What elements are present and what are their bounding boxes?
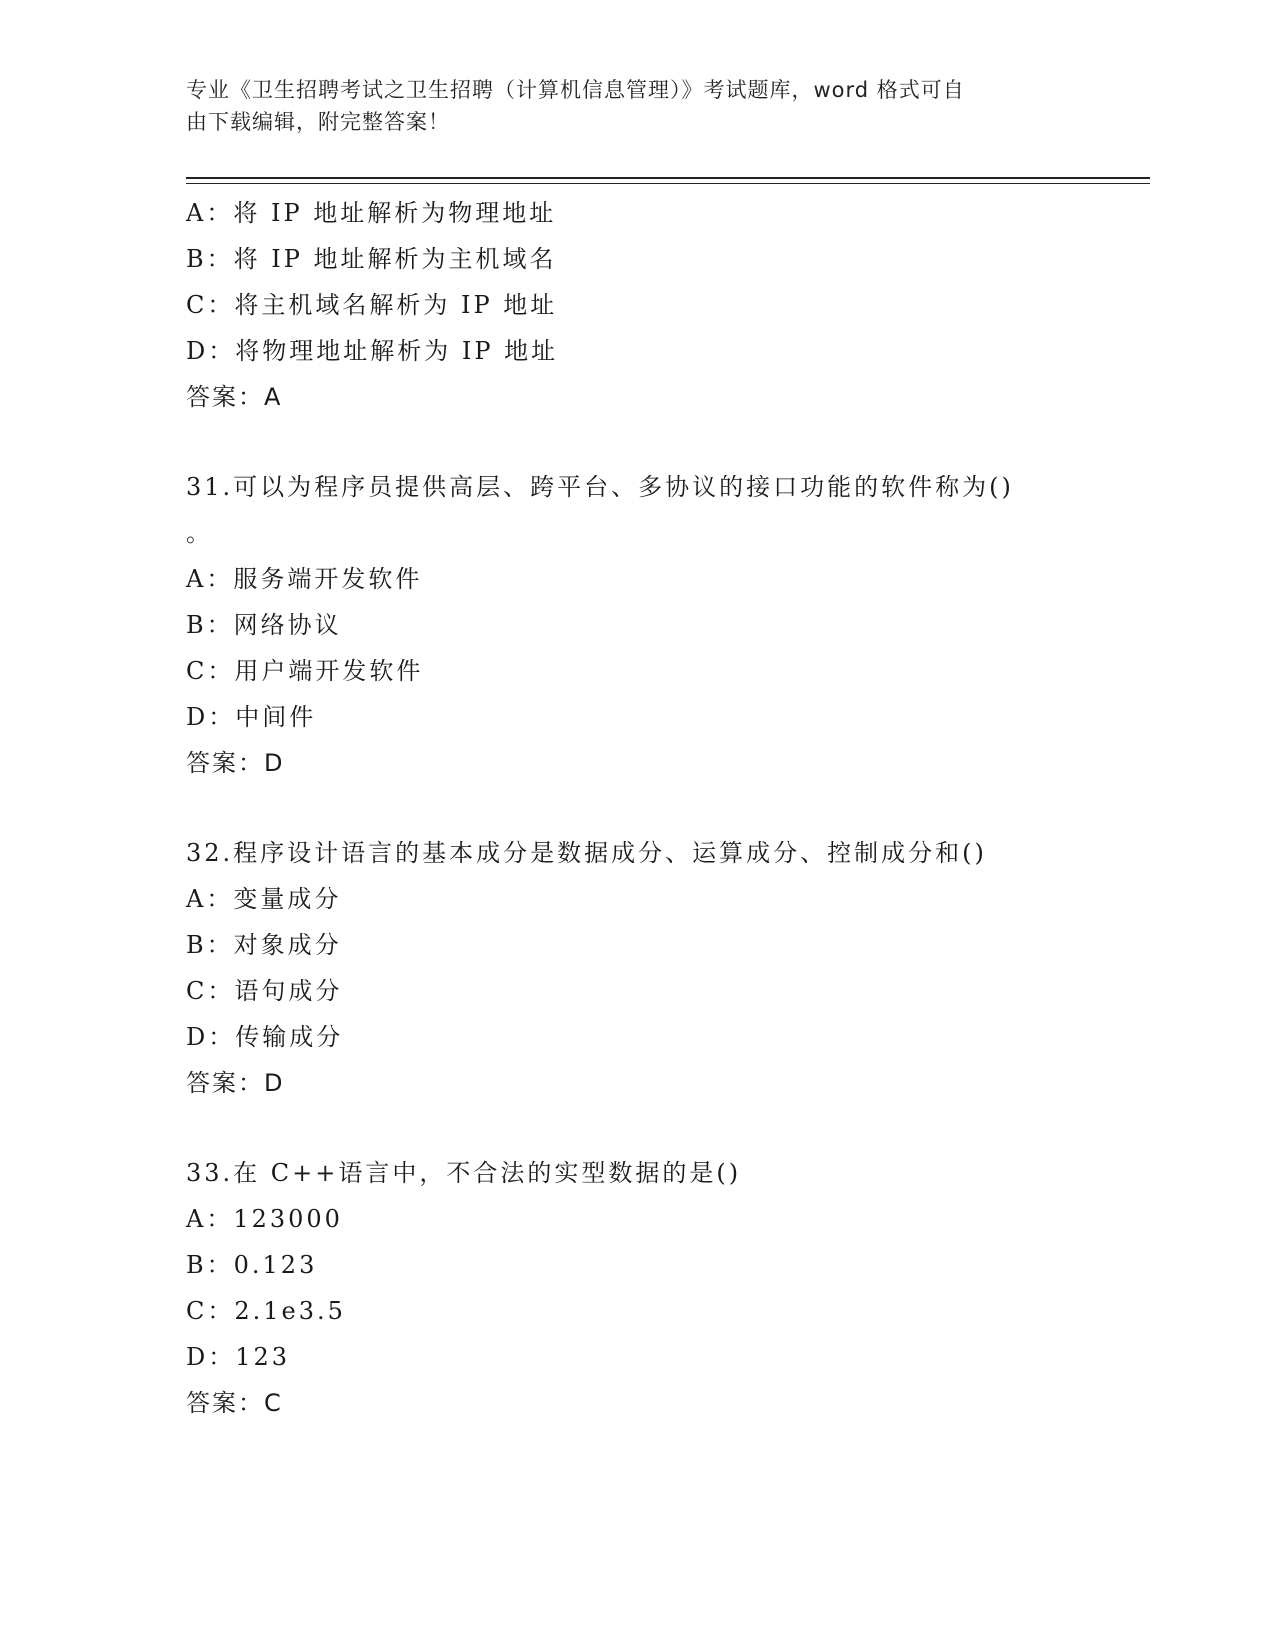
question-list <box>186 190 1150 1426</box>
spacer <box>186 786 1150 830</box>
header-line-2: 由下载编辑，附完整答案！ <box>186 110 450 134</box>
option-a: A：变量成分 <box>186 885 342 913</box>
answer-line: 答案：D <box>186 749 285 777</box>
option-d: D：中间件 <box>186 703 317 731</box>
question-stem-continuation: 。 <box>186 519 213 547</box>
option-a: A：服务端开发软件 <box>186 565 423 593</box>
spacer <box>186 420 1150 464</box>
document-header <box>186 74 1066 138</box>
question-block-31 <box>186 464 1150 786</box>
header-line-1: 专业《卫生招聘考试之卫生招聘（计算机信息管理）》考试题库，word 格式可自 <box>186 78 965 102</box>
option-c: C：2.1e3.5 <box>186 1297 346 1325</box>
option-c: C：语句成分 <box>186 977 343 1005</box>
option-d: D：123 <box>186 1343 291 1371</box>
option-d: D：将物理地址解析为 IP 地址 <box>186 337 559 365</box>
option-b: B：网络协议 <box>186 611 342 639</box>
answer-line: 答案：D <box>186 1069 285 1097</box>
question-block-33 <box>186 1150 1150 1426</box>
answer-line: 答案：A <box>186 383 283 411</box>
option-d: D：传输成分 <box>186 1023 344 1051</box>
option-b: B：将 IP 地址解析为主机域名 <box>186 245 557 273</box>
option-b: B：对象成分 <box>186 931 342 959</box>
answer-line: 答案：C <box>186 1389 283 1417</box>
option-a: A：123000 <box>186 1205 343 1233</box>
question-stem: 32.程序设计语言的基本成分是数据成分、运算成分、控制成分和() <box>186 839 987 867</box>
question-block-prev <box>186 190 1150 420</box>
question-stem: 31.可以为程序员提供高层、跨平台、多协议的接口功能的软件称为() <box>186 473 1014 501</box>
question-stem: 33.在 C++语言中，不合法的实型数据的是() <box>186 1159 742 1187</box>
header-divider-thick <box>186 177 1150 179</box>
header-divider-thin <box>186 183 1150 184</box>
question-block-32 <box>186 830 1150 1106</box>
option-a: A：将 IP 地址解析为物理地址 <box>186 199 557 227</box>
spacer <box>186 1106 1150 1150</box>
option-c: C：用户端开发软件 <box>186 657 424 685</box>
option-b: B：0.123 <box>186 1251 318 1279</box>
option-c: C：将主机域名解析为 IP 地址 <box>186 291 558 319</box>
